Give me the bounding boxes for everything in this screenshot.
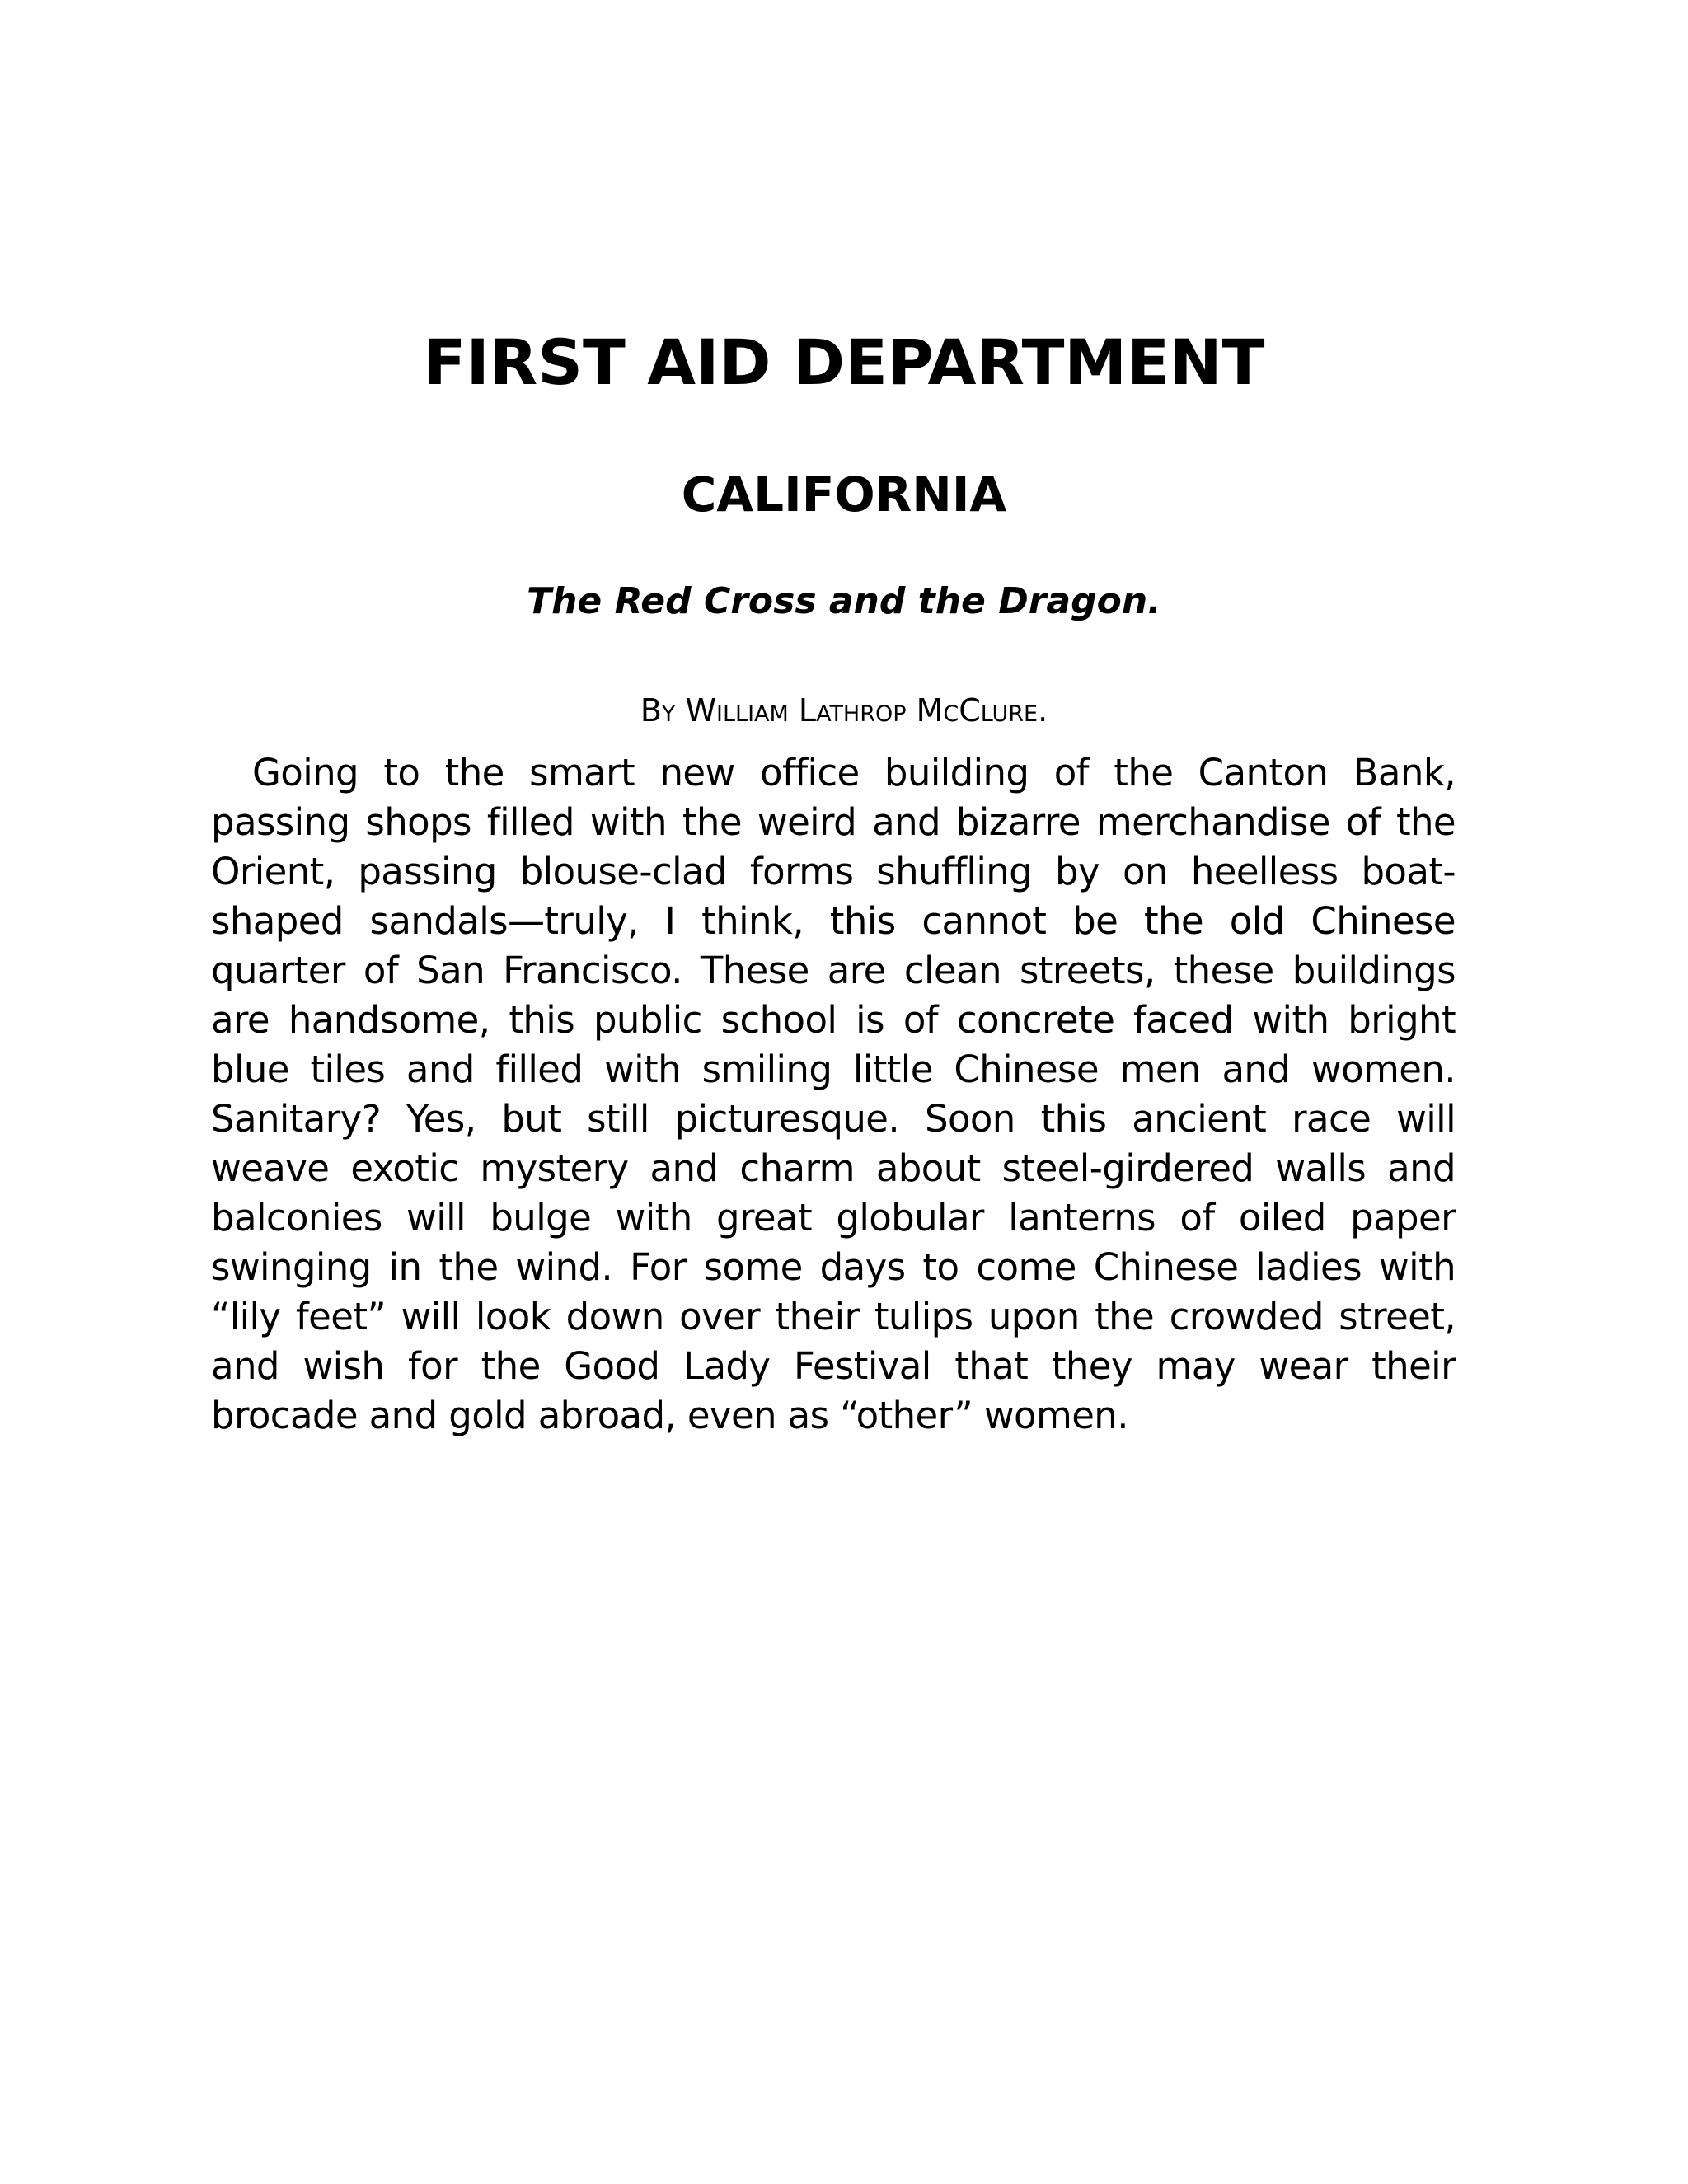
region-heading: CALIFORNIA <box>681 466 1007 523</box>
byline: By William Lathrop McClure. <box>640 692 1048 729</box>
body-paragraph: Going to the smart new office building of the Canton Bank, passing shops filled with the weird and bizarre merchandise of the Orient, passing blouse-clad forms shuffling by on heelless boat-shaped sandals—truly, I think, this cannot be the old Chinese quarter of San Francisco. These are clean streets, these buildings are handsome, this public school is of concrete faced with bright blue tiles and filled with smiling little Chinese men and women. Sanitary? Yes, but still picturesque. Soon this ancient race will weave exotic mystery and charm about steel-girdered walls and balconies will bulge with great globular lanterns of oiled paper swinging in the wind. For some days to come Chinese ladies with “lily feet” will look down over their tulips upon the crowded street, and wish for the Good Lady Festival that they may wear their brocade and gold abroad, even as “other” women. <box>211 751 1456 1437</box>
department-title: FIRST AID DEPARTMENT <box>423 326 1265 399</box>
story-title: The Red Cross and the Dragon. <box>527 580 1161 622</box>
